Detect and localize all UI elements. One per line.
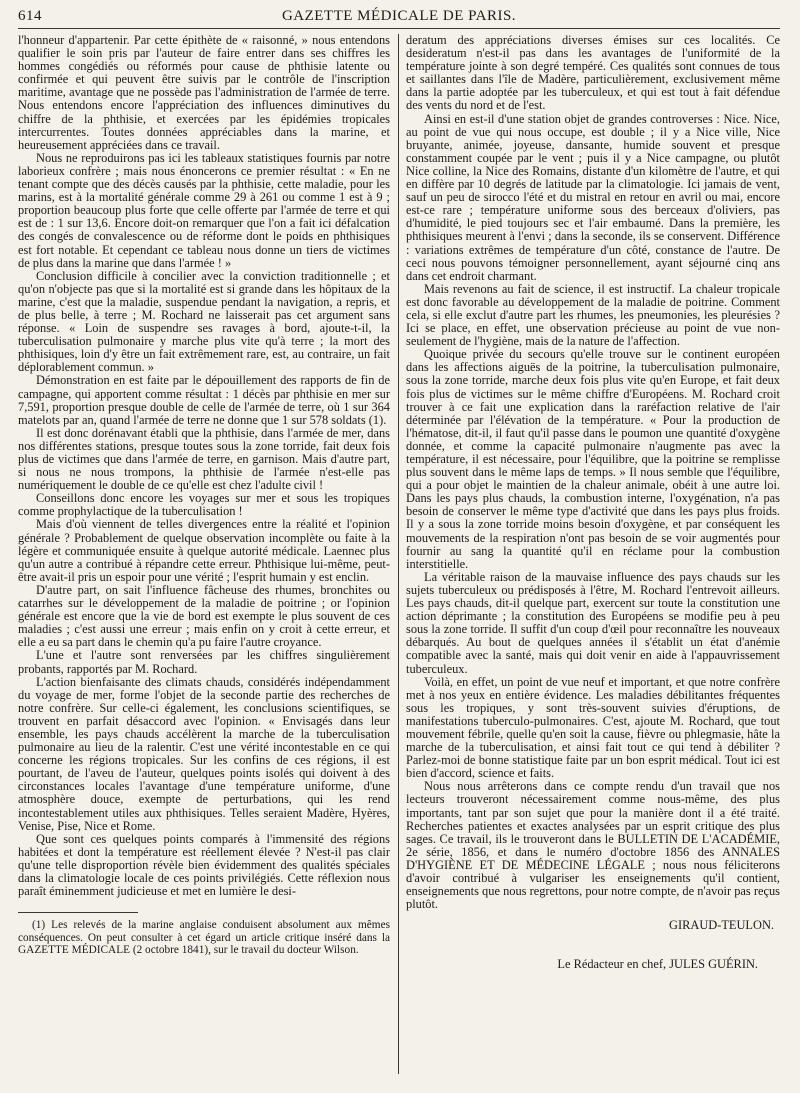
paragraph: Conseillons donc encore les voyages sur mer et sous les tropiques comme prophylactique de la tuberculisation ! (18, 491, 390, 519)
paragraph: Mais d'où viennent de telles divergences entre la réalité et l'opinion générale ? Probablement de quelque observation incomplète ou faite à la légère et communiquée ensuite à quelque autorité médicale. Laennec plus qu'un autre a contribué à répandre cette erreur. Phthisique lui-même, peut-être avait-il pris un espoir pour une vérité ; l'esprit humain y est enclin. (18, 517, 390, 584)
page-number: 614 (18, 8, 42, 24)
paragraph: Voilà, en effet, un point de vue neuf et important, et que notre confrère met à nos yeux en entière évidence. Les maladies débilitantes fréquentes sous les tropiques, y sont très-souvent suivies d'éruptions, de manifestations tuberculo-pulmonaires. C'est, ajoute M. Rochard, que tout mouvement fébrile, quelle qu'en soit la cause, fièvre ou phlegmasie, hâte la marche de la tuberculisation, et ainsi fait tout ce qui tend à débiliter ? Parlez-moi de bonne statistique faite par un bon esprit médical. Tout ici est bien d'accord, science et faits. (406, 674, 780, 781)
paragraph: Nous nous arrêterons dans ce compte rendu d'un travail que nos lecteurs trouveront nécessairement comme nous-même, des plus importants, tant par son sujet que pour la manière dont il a été traité. Recherches patientes et exactes analysées par un esprit critique des plus sages. Ce travail, ils le trouveront dans le BULLETIN DE L'ACADÉMIE, 2e série, 1856, et dans le numéro d'octobre 1856 des ANNALES D'HYGIÈNE ET DE MÉDECINE LÉGALE ; nous nous féliciterons d'avoir contribué à vulgariser les enseignements qu'il contient, enseignements que nous regrettons, pour notre compte, de n'avoir pas reçus plutôt. (406, 779, 780, 912)
footnote (18, 919, 390, 956)
paragraph: Démonstration en est faite par le dépouillement des rapports de fin de campagne, qui apportent comme résultat : 1 décès par phthisie en mer sur 7,591, proportion presque double de celle de l'armée de terre, où 1 sur 364 matelots par an, quand l'armée de terre ne donne que 1 sur 578 soldats (1). (18, 373, 390, 427)
footnote-text: (1) Les relevés de la marine anglaise conduisent absolument aux mêmes conséquences. On peut consulter à cet égard un article critique inséré dans la GAZETTE MÉDICALE (2 octobre 1841), sur le travail du docteur Wilson. (18, 919, 390, 956)
paragraph: La véritable raison de la mauvaise influence des pays chauds sur les sujets tuberculeux ou prédisposés à l'être, M. Rochard l'entrevoit ailleurs. Les pays chauds, dit-il quelque part, exercent sur toute la constitution une action déprimante ; la constitution des Européens se modifie peu à peu sous la zone torride. Il suffit d'un coup d'œil pour reconnaître les nouveaux débarqués. Au bout de quelques années il s'établit un état d'anémie compatible avec la santé, mais qui doit venir en aide à l'appauvrissement tuberculeux. (406, 569, 780, 676)
paragraph: L'action bienfaisante des climats chauds, considérés indépendamment du voyage de mer, forme l'objet de la seconde partie des recherches de notre confrère. Sur celle-ci également, les conclusions scientifiques, se trouvent en parfait désaccord avec l'opinion. « Envisagés dans leur ensemble, les pays chauds accélèrent la marche de la tuberculisation pulmonaire au lieu de la ralentir. C'est une vérité incontestable en ce qui concerne les régions tropicales. Sur les confins de ces régions, il est pourtant, de l'aveu de l'auteur, quelques points isolés qui doivent à des circonstances locales l'avantage d'une température uniforme, d'une atmosphère douce, exempte de perturbations, qui les rend incontestablement utiles aux phthisiques. Telles seraient Madère, Hyères, Venise, Pise, Nice et Rome. (18, 674, 390, 833)
author-signature: GIRAUD-TEULON. (669, 918, 774, 933)
paragraph: deratum des appréciations diverses émises sur ces localités. Ce desideratum n'est-il pas dans les avantages de l'uniformité de la température jointe à son degré tempéré. Ces qualités sont connues de tous et saillantes dans l'île de Madère, particulièrement, exclusivement même dans la partie adoptée par les tuberculeux, et qui est tout à fait défendue des vents du nord et de l'est. (406, 34, 780, 113)
page-header (18, 6, 780, 29)
paragraph: Mais revenons au fait de science, il est instructif. La chaleur tropicale est donc favorable au développement de la maladie de poitrine. Comment cela, si elle exclut d'autre part les rhumes, les pneumonies, les pleurésies ? Ici se place, en effet, une observation précieuse au point de vue non-seulement de l'hygiène, mais de la nature de l'affection. (406, 281, 780, 349)
paragraph: l'honneur d'appartenir. Par cette épithète de « raisonné, » nous entendons qualifier le soin pris par l'auteur de faire entrer dans ses chiffres les hommes congédiés ou réformés pour cause de phthisie latente ou confirmée et qui peuvent être suivis par le contrôle de l'inscription maritime, avantage que ne possède pas l'administration de l'armée de terre. Nous entendons encore l'appréciation des influences diminutives du chiffre de la phthisie, et exercées par les épidémies tropicales intercurrentes. Toutes données appréciables dans la marine, et heureusement appréciées dans ce travail. (18, 34, 390, 152)
paragraph: Quoique privée du secours qu'elle trouve sur le continent européen dans les affections aiguës de la poitrine, la tuberculisation pulmonaire, sous la zone torride, marche deux fois plus vite qu'en Europe, et fait deux fois plus de victimes sur le même chiffre d'Européens. M. Rochard croit trouver à ce fait une explication dans la raréfaction relative de l'air déterminée par l'élévation de la température. « Pour la production de l'hématose, dit-il, il faut qu'il passe dans le poumon une quantité d'oxygène donnée, et comme la capacité pulmonaire n'augmente pas avec la température, il est nécessaire, pour l'équilibre, que la poitrine se remplisse plus souvent dans le même laps de temps. » Il nous semble que l'équilibre, qui a pour objet le maintien de la chaleur animale, obéit à une autre loi. Dans les pays plus chauds, la combustion interne, l'oxygénation, n'a pas besoin de conserver le même type d'activité que dans les pays plus froids. Il y a sous la zone torride moins besoin d'oxygène, et par conséquent les mouvements de la respiration n'ont pas besoin de se voir augmentés pour fournir au sang la quantité qu'il en réclame pour la combustion interstitielle. (406, 347, 780, 571)
left-column (18, 34, 390, 1074)
paragraph: Il est donc dorénavant établi que la phthisie, dans l'armée de mer, dans nos différentes stations, presque toutes sous la zone torride, fait deux fois plus de victimes que dans l'armée de terre, en garnison. Mais d'autre part, si nous ne nous trompons, la phthisie de l'armée n'est-elle pas numériquement le double de ce qu'elle est chez l'adulte civil ! (18, 425, 390, 493)
paragraph: Conclusion difficile à concilier avec la conviction traditionnelle ; et qu'on n'objecte pas que si la mortalité est si grande dans les hôpitaux de la marine, c'est que la maladie, suspendue pendant la navigation, a repris, et de plus belle, à terre ; M. Rochard ne laisserait pas cet argument sans réponse. « Loin de suspendre ses ravages à bord, ajoute-t-il, la tuberculisation pulmonaire y marche plus vite qu'à terre ; la mort des phthisiques, loin d'y être un fait extrêmement rare, est, au contraire, un fait déplorablement commun. » (18, 268, 390, 375)
editor-line: Le Rédacteur en chef, JULES GUÉRIN. (557, 957, 758, 972)
paragraph: Nous ne reproduirons pas ici les tableaux statistiques fournis par notre laborieux confrère ; mais nous énoncerons ce premier résultat : « En ne tenant compte que des décès causés par la phthisie, cette maladie, pour les marins, est à la mortalité générale comme 29 à 261 ou comme 1 est à 9 ; proportion beaucoup plus forte que celle offerte par l'armée de terre et qui est de : 1 sur 13,6. Encore doit-on remarquer que l'on a fait ici défalcation des congés de convalescence ou de réforme dont le poids en phthisiques est fort notable. Et cependant ce tableau nous donne un tiers de victimes de plus dans la marine que dans l'armée ! » (18, 150, 390, 270)
right-column (406, 34, 780, 1074)
paragraph: L'une et l'autre sont renversées par les chiffres singulièrement probants, rapportés par M. Rochard. (18, 648, 390, 676)
footnote-rule (18, 912, 138, 913)
paragraph: D'autre part, on sait l'influence fâcheuse des rhumes, bronchites ou catarrhes sur le développement de la maladie de poitrine ; or l'opinion générale est encore que la vie de bord est exempte le plus souvent de ces maladies ; c'est aussi une erreur ; mais enfin on y croit à cette erreur, et elle a eu sa part dans le chemin qu'a pu faire l'autre croyance. (18, 582, 390, 650)
paragraph: Que sont ces quelques points comparés à l'immensité des régions habitées et dont la température est réellement élevée ? N'est-il pas clair qu'une telle disproportion révèle bien évidemment des qualités spéciales dans la climatologie locale de ces points privilégiés. Cette réflexion nous paraît éminemment judicieuse et met en lumière le desi- (18, 831, 390, 899)
paragraph: Ainsi en est-il d'une station objet de grandes controverses : Nice. Nice, au point de vue qui nous occupe, est double ; il y a Nice ville, Nice bruyante, animée, joyeuse, dansante, humide souvent et presque constamment coupée par le vent ; puis il y a Nice campagne, ou plutôt Nice colline, la Nice des Romains, distante d'un kilomètre de l'autre, et qui en diffère par 10 degrés de latitude par la climatologie. Ici jamais de vent, sauf un peu de sirocco l'été et du mistral en retour en avril ou mai, encore est-ce rare ; température uniforme sous des berceaux d'oliviers, pas d'humidité, le pied toujours sec et l'air embaumé. Dans la première, les phthisiques meurent à l'envi ; dans la seconde, ils se conservent. Différence : variations extrêmes de température d'un côté, constance de l'autre. De ceci nous pouvons témoigner personnellement, ayant séjourné cinq ans dans cet endroit charmant. (406, 111, 780, 283)
journal-title: GAZETTE MÉDICALE DE PARIS. (281, 8, 517, 24)
